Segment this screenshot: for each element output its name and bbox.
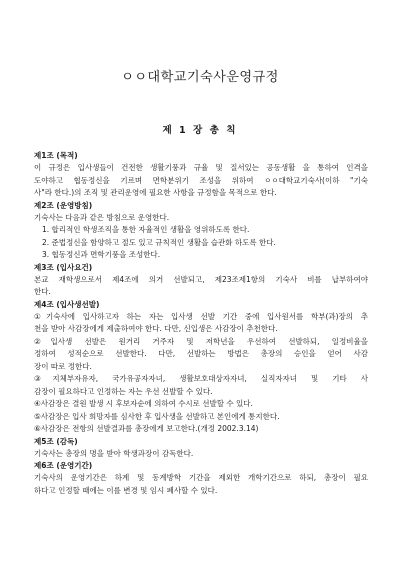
article-heading: 제3조 (입사요건) [34, 262, 93, 272]
list-item: 2. 준법정신을 함양하고 절도 있고 규칙적인 생활을 습관화 하도록 한다. [42, 237, 276, 247]
article-text-line: ④사감장은 결원 발생 시 후보자순에 의하여 수시로 선발할 수 있다. [34, 399, 253, 408]
article-text-line: 도야하고 협동정신을 기르며 면학분위기 조성을 위하여 ㅇㅇ대학교기숙사(이하 "기숙 [34, 175, 368, 185]
list-item: 3. 협동정신과 면학기풍을 조성한다. [42, 250, 161, 259]
article-text-line: 천을 받아 사감장에게 제출하여야 한다. 다만, 신입생은 사감장이 추천한다. [34, 324, 278, 333]
article-text-line: ①기숙사에 입사하고자 하는 자는 입사생 선발 기간 중에 입사원서를 학부(과)장의 추 [34, 311, 368, 321]
article-5 [34, 436, 368, 461]
article-heading: 제1조 (목적) [34, 151, 78, 160]
article-3 [34, 262, 368, 299]
article-heading: 제6조 (운영기간) [34, 461, 93, 470]
document-body [34, 150, 368, 497]
article-text-line: 기숙사는 총장의 명을 받아 학생과장이 감독한다. [34, 448, 194, 458]
article-text-line: ⑥사감장은 전항의 선발결과를 총장에게 보고한다.(개정 2002.3.14) [34, 424, 259, 433]
article-text-line: 장이 따로 정한다. [34, 361, 92, 371]
article-text-line: 하다고 인정할 때에는 이를 변경 및 임시 폐사할 수 있다. [34, 485, 218, 495]
article-heading: 제2조 (운영방침) [34, 200, 93, 210]
article-text-line: 이 규정은 입사생들이 건전한 생활기풍과 규율 및 질서있는 공동생활 을 통하여 인격을 [34, 163, 368, 172]
article-text-line: ②입사생 선발은 원거리 거주자 및 저학년을 우선하여 선발하되, 일정비율을 [34, 336, 368, 346]
document-title: ㅇㅇ대학교기숙사운영규정 [121, 70, 279, 85]
article-heading: 제5조 (감독) [34, 436, 78, 446]
article-text-line: 사"라 한다.)의 조직 및 관리운영에 필요한 사항을 규정함을 목적으로 한다. [34, 188, 277, 197]
article-text-line: 기숙사의 운영기간은 하계 및 동계방학 기간을 제외한 개학기간으로 하되, 총장이 필요 [34, 473, 368, 482]
article-text-line: 감장이 필요하다고 인정하는 자는 우선 선발할 수 있다. [34, 386, 213, 396]
article-1 [34, 150, 368, 200]
article-heading: 제4조 (입사생선발) [34, 299, 100, 309]
article-text-line: 정하여 성적순으로 선발한다. 다만, 선발하는 방법은 총장의 승인을 얻어 사감 [34, 349, 368, 358]
article-text-line: 기숙사는 다음과 같은 방침으로 운영한다. [34, 212, 170, 222]
article-2 [34, 200, 368, 262]
article-text-line: 한다. [34, 287, 51, 296]
article-text-line: ⑤사감장은 입사 희망자를 심사한 후 입사생을 선발하고 본인에게 통지한다. [34, 411, 280, 421]
article-text-line: ③지체부자유자, 국가유공자자녀, 생활보호대상자자녀, 실직자자녀 및 기타 사 [34, 374, 368, 383]
article-4 [34, 299, 368, 436]
article-text-line: 본교 재학생으로서 제4조에 의거 선발되고, 제23조제1항의 기숙사 비를 납부하여야 [34, 274, 368, 284]
list-item: 1. 합리적인 학생조직을 통한 자율적인 생활을 영위하도록 한다. [42, 225, 250, 234]
chapter-heading: 제 1 장 총 칙 [162, 125, 238, 136]
article-6 [34, 460, 368, 497]
